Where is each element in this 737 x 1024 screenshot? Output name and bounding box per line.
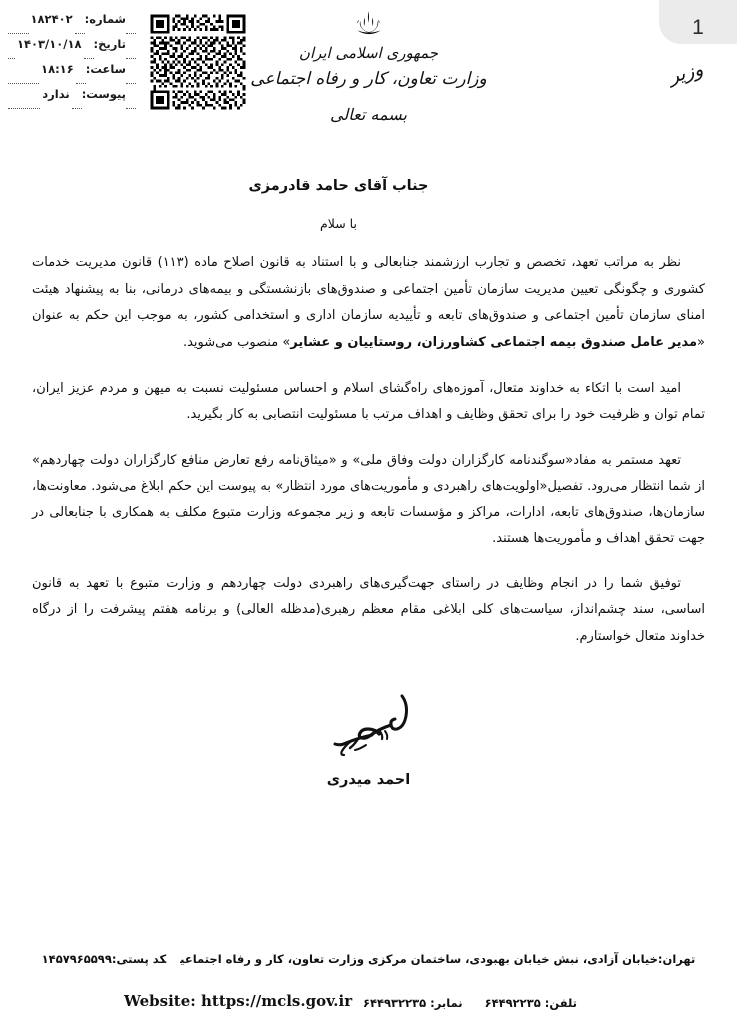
leader-dots <box>8 82 39 84</box>
handwritten-signature-icon <box>284 690 454 770</box>
registration-value-time: ۱۸:۱۶ <box>41 62 74 76</box>
leader-dots <box>76 82 86 84</box>
paragraph-hope: امید است با اتکاء به خداوند متعال، آموزه‌های راه‌گشای اسلام و احساس مسئولیت نسبت به میهن و مردم عزیز ایران، تمام توان و ظرفیت خود را برای تحقق وظایف و اهداف مرتب با مسئولیت انتصابی به کار بگیرید. <box>32 380 705 423</box>
registration-row-attachment <box>8 87 136 112</box>
footer-address-line <box>0 952 737 966</box>
leader-dots <box>75 32 85 34</box>
leader-dots <box>126 82 136 84</box>
registration-row-number <box>8 12 136 37</box>
footer-postal-label: کد پستی: <box>111 952 167 966</box>
footer-telephone-group <box>363 996 577 1010</box>
registration-label-number: شماره: <box>84 12 126 26</box>
leader-dots <box>72 107 82 109</box>
leader-dots <box>8 107 40 109</box>
leader-dots <box>126 107 136 109</box>
basmalah-text: بسمه تعالی <box>330 105 407 124</box>
leader-dots <box>126 57 136 59</box>
letter-header <box>0 0 737 150</box>
letterhead-line-country: جمهوری اسلامی ایران <box>298 44 439 62</box>
footer-fax-label: نمابر: <box>430 996 463 1010</box>
paragraph-appointment <box>32 250 705 357</box>
letterhead-line-ministry: وزارت تعاون، کار و رفاه اجتماعی <box>250 69 487 89</box>
page-number-text: 1 <box>692 16 704 39</box>
registration-row-time <box>8 62 136 87</box>
page-number-badge <box>659 0 737 44</box>
paragraph1-part2: » منصوب می‌شوید. <box>182 334 291 350</box>
registration-block <box>8 12 136 112</box>
registration-label-time: ساعت: <box>85 62 126 76</box>
registration-value-attachment: ندارد <box>42 87 70 101</box>
signature-block <box>0 690 737 788</box>
footer-fax-value: ۶۴۴۹۳۲۲۳۵ <box>362 996 427 1010</box>
qr-code[interactable] <box>148 12 248 112</box>
leader-dots <box>84 57 94 59</box>
paragraph1-part1: نظر به مراتب تعهد، تخصص و تجارب ارزشمند جنابعالی و با استناد به قانون اصلاح ماده (۱۱۳) قانون مدیریت خدمات کشوری و چگونگی تعیین مدیریت سازمان تأمین اجتماعی و صندوق‌های بازنشستگی و بیمه‌های درمانی، بنا به پیشنهاد هیئت امنای سازمان تأمین اجتماعی و صندوق‌های تابعه و تأییدیه سازمان اداری و استخدامی کشور، به موجب این حکم به عنوان « <box>32 255 705 350</box>
footer-address-text: تهران:خیابان آزادی، نبش خیابان بهبودی، ساختمان مرکزی وزارت تعاون، کار و رفاه اجتماعی <box>180 952 696 966</box>
footer-contact-row <box>0 990 737 1024</box>
signatory-name: احمد میدری <box>326 772 411 788</box>
registration-label-attachment: پیوست: <box>81 87 126 101</box>
leader-dots <box>8 57 15 59</box>
leader-dots <box>126 32 136 34</box>
letter-footer <box>0 952 737 1024</box>
footer-tel-value: ۶۴۴۹۲۲۳۵ <box>484 996 541 1010</box>
registration-row-date <box>8 37 136 62</box>
footer-postal-code: ۱۴۵۷۹۶۵۵۹۹ <box>41 952 112 966</box>
iran-emblem-icon <box>352 6 386 42</box>
minister-label: وزیر <box>666 58 706 88</box>
registration-value-number: ۱۸۲۴۰۲ <box>30 12 73 26</box>
greeting-text: با سلام <box>320 216 357 231</box>
paragraph-commitments: تعهد مستمر به مفاد«سوگندنامه کارگزاران دولت وفاق ملی» و «میثاق‌نامه رفع تعارض منافع کارگزاران دولت چهاردهم» از شما انتظار می‌رود. تفصیل«اولویت‌های راهبردی و مأموریت‌های مورد انتظار» به پیوست این حکم ابلاغ می‌شود. معاونت‌ها، سازمان‌ها، صندوق‌های تابعه، ادارات، مراکز و مؤسسات تابعه و زیر مجموعه وزارت متبوع مکلف به همکاری با جنابعالی در جهت تحقق اهداف و مأموریت‌ها هستند. <box>32 452 705 546</box>
footer-tel-label: تلفن: <box>544 996 577 1010</box>
qr-code-icon <box>148 12 248 112</box>
appointment-title: مدیر عامل صندوق بیمه اجتماعی کشاورزان، روستاییان و عشایر <box>290 334 698 350</box>
paragraph-closing: توفیق شما را در انجام وظایف در راستای جهت‌گیری‌های راهبردی دولت چهاردهم و وزارت متبوع با تعهد به قانون اساسی، سند چشم‌انداز، سیاست‌های کلی ابلاغی مقام معظم رهبری(مدظله العالی) و برنامه هفتم پیشرفت را از درگاه خداوند متعال خواستارم. <box>32 575 705 645</box>
leader-dots <box>8 32 29 34</box>
letter-body <box>32 160 705 651</box>
addressee-name: جناب آقای حامد قادرمزی <box>248 178 429 194</box>
footer-website[interactable]: Website: https://mcls.gov.ir <box>124 992 353 1010</box>
registration-label-date: تاریخ: <box>93 37 126 51</box>
registration-value-date: ۱۴۰۳/۱۰/۱۸ <box>16 37 82 51</box>
